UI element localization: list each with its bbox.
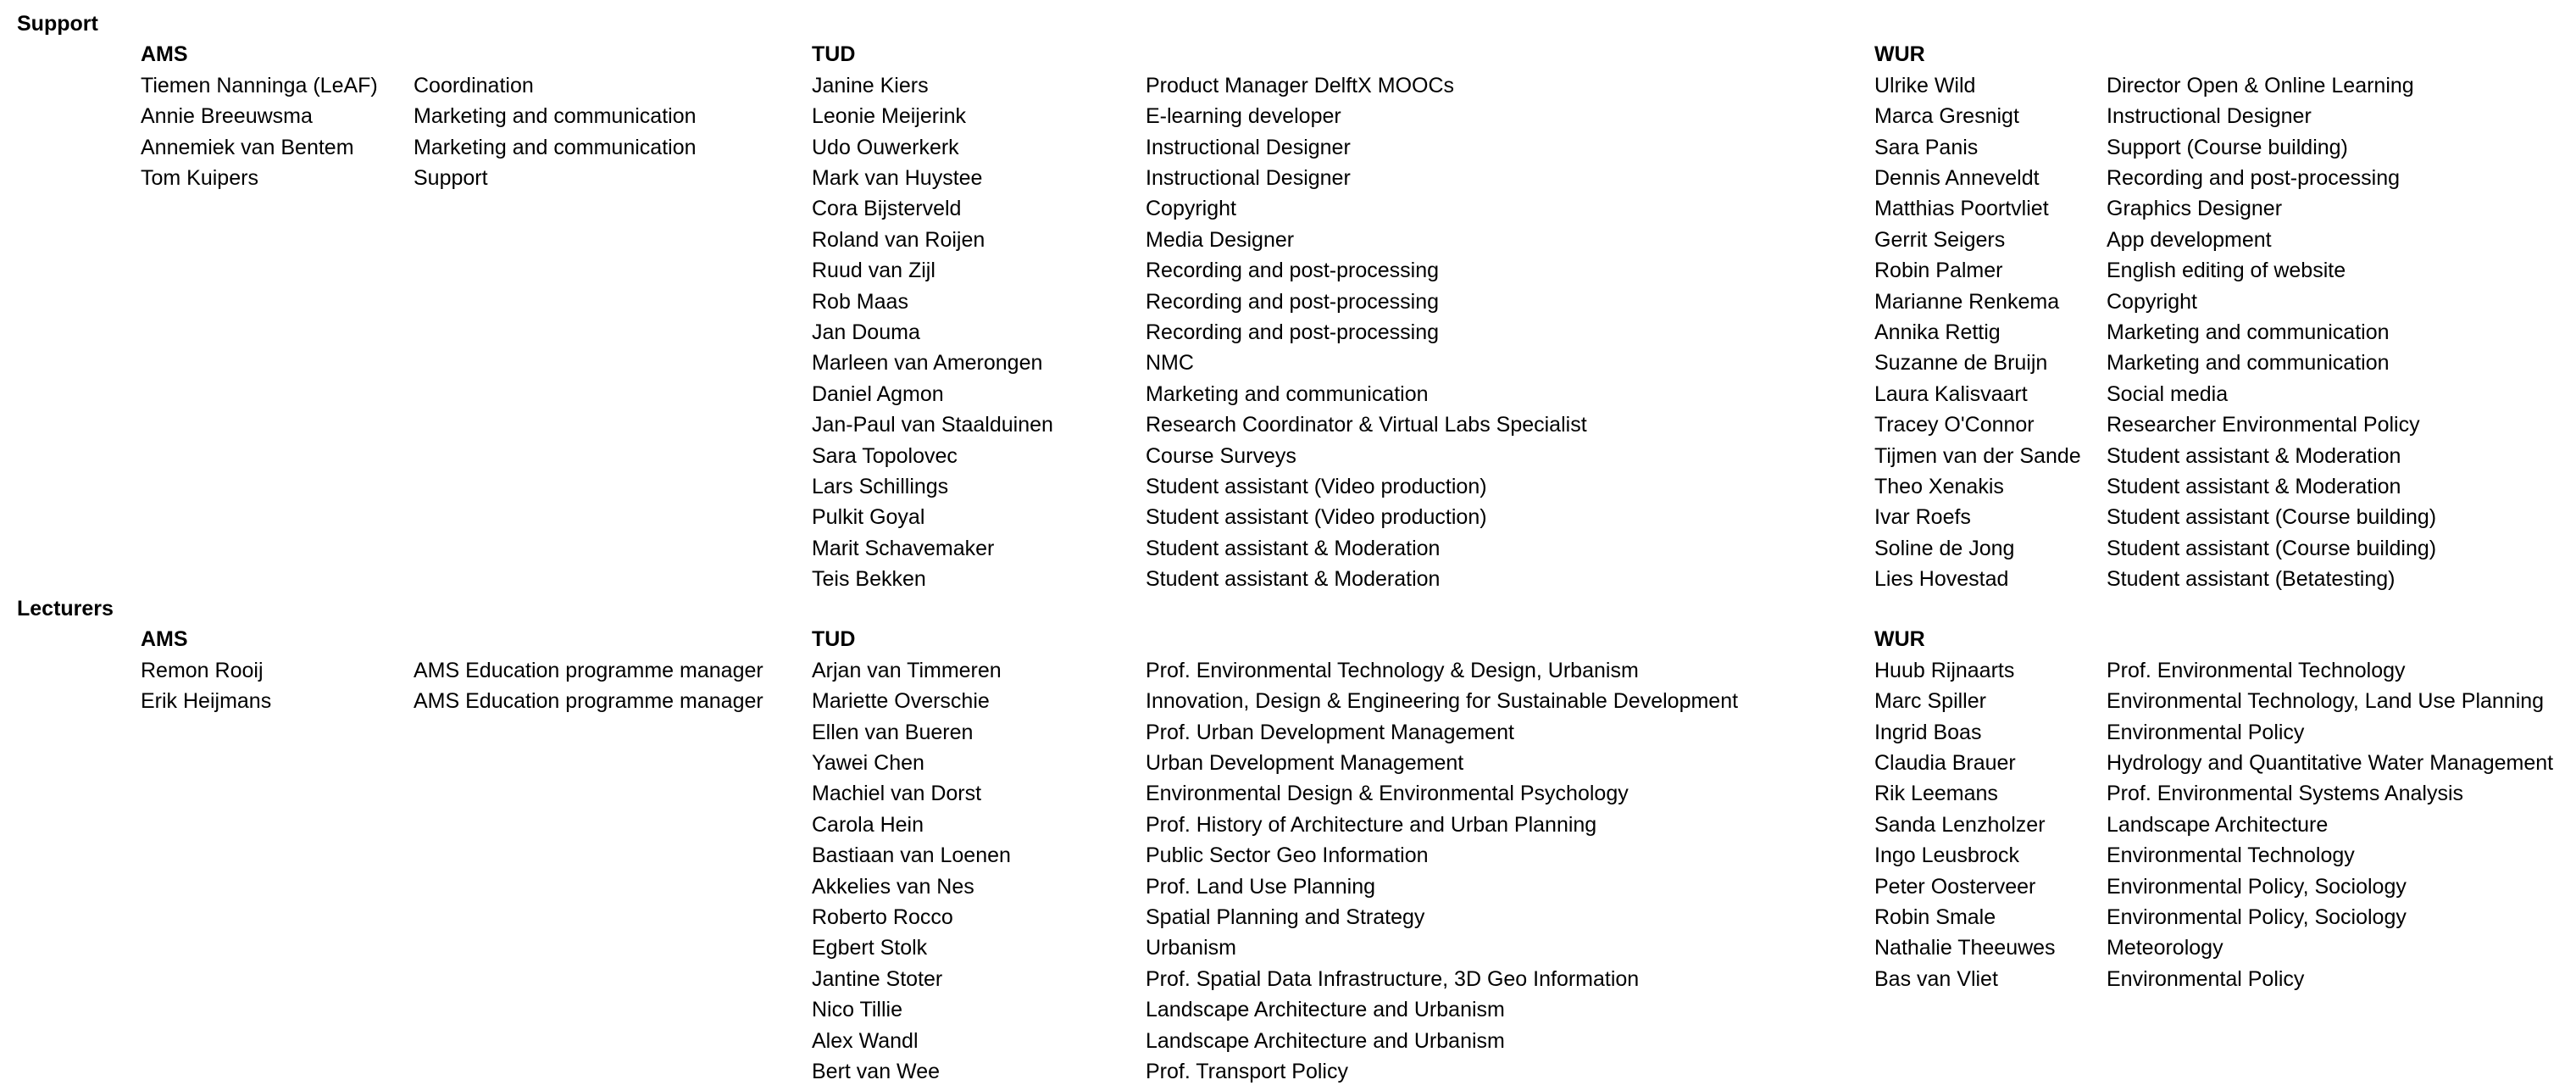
person-name: Cora Bijsterveld	[812, 197, 962, 221]
person-role: Environmental Technology, Land Use Planning	[2107, 689, 2545, 714]
person-role: Support	[414, 166, 488, 190]
person-role: Graphics Designer	[2107, 197, 2283, 221]
person-role: Student assistant (Course building)	[2107, 505, 2437, 530]
person-name: Lies Hovestad	[1874, 567, 2009, 592]
person-name: Leonie Meijerink	[812, 104, 967, 129]
person-role: Copyright	[1146, 197, 1236, 221]
person-role: Product Manager DelftX MOOCs	[1146, 73, 1455, 97]
person-name: Ingrid Boas	[1874, 720, 1982, 744]
person-name: Annie Breeuwsma	[141, 104, 313, 129]
person-role: Instructional Designer	[1146, 166, 1351, 190]
person-name: Akkelies van Nes	[812, 874, 974, 899]
person-name: Sara Topolovec	[812, 443, 958, 468]
person-role: Student assistant (Video production)	[1146, 475, 1487, 498]
person-role: Research Coordinator & Virtual Labs Specialist	[1146, 413, 1587, 437]
org-heading: AMS	[141, 42, 188, 67]
person-role: Prof. Environmental Systems Analysis	[2107, 782, 2463, 806]
person-role: Support (Course building)	[2107, 135, 2348, 159]
person-name: Ulrike Wild	[1874, 73, 1976, 97]
person-name: Udo Ouwerkerk	[812, 135, 959, 159]
person-role: Instructional Designer	[2107, 104, 2312, 129]
person-name: Lars Schillings	[812, 475, 949, 498]
person-role: Coordination	[414, 73, 534, 97]
person-name: Bert van Wee	[812, 1060, 941, 1083]
person-role: Spatial Planning and Strategy	[1146, 905, 1425, 929]
person-name: Claudia Brauer	[1874, 751, 2016, 775]
person-name: Tracey O'Connor	[1874, 413, 2035, 437]
person-name: Janine Kiers	[812, 73, 929, 97]
person-role: Recording and post-processing	[1146, 320, 1440, 344]
person-role: Social media	[2107, 381, 2229, 406]
person-role: Environmental Policy, Sociology	[2107, 905, 2407, 929]
org-heading: WUR	[1874, 42, 1925, 67]
person-name: Mariette Overschie	[812, 689, 990, 714]
person-name: Rob Maas	[812, 289, 908, 314]
person-role: Prof. Environmental Technology & Design, Urbanism	[1146, 658, 1639, 682]
person-role: Course Surveys	[1146, 443, 1296, 468]
person-role: Landscape Architecture and Urbanism	[1146, 1028, 1505, 1053]
person-role: Recording and post-processing	[2107, 166, 2401, 190]
person-role: Urbanism	[1146, 936, 1236, 960]
person-name: Mark van Huystee	[812, 166, 983, 190]
person-name: Matthias Poortvliet	[1874, 197, 2049, 221]
person-name: Jan-Paul van Staalduinen	[812, 413, 1053, 437]
person-role: Innovation, Design & Engineering for Sustainable Development	[1146, 689, 1739, 714]
person-name: Marc Spiller	[1874, 689, 1986, 714]
person-name: Remon Rooij	[141, 658, 264, 682]
person-role: AMS Education programme manager	[414, 689, 763, 714]
person-name: Robin Smale	[1874, 905, 1996, 929]
person-name: Roland van Roijen	[812, 227, 985, 252]
person-name: Arjan van Timmeren	[812, 658, 1002, 682]
person-name: Theo Xenakis	[1874, 475, 2004, 498]
person-role: Hydrology and Quantitative Water Management	[2107, 751, 2554, 775]
person-role: Prof. Transport Policy	[1146, 1060, 1348, 1083]
person-name: Nico Tillie	[812, 998, 902, 1022]
person-name: Robin Palmer	[1874, 259, 2003, 283]
person-name: Yawei Chen	[812, 751, 924, 775]
person-role: Student assistant (Video production)	[1146, 505, 1487, 530]
person-name: Jantine Stoter	[812, 966, 943, 991]
person-name: Bastiaan van Loenen	[812, 843, 1011, 868]
section-title: Lecturers	[17, 597, 114, 621]
person-name: Erik Heijmans	[141, 689, 272, 714]
person-name: Roberto Rocco	[812, 905, 953, 929]
person-name: Tiemen Nanninga (LeAF)	[141, 73, 378, 97]
person-name: Carola Hein	[812, 812, 924, 837]
person-role: Media Designer	[1146, 227, 1295, 252]
person-role: Student assistant & Moderation	[1146, 567, 1441, 592]
person-name: Annika Rettig	[1874, 320, 2001, 344]
person-role: E-learning developer	[1146, 104, 1341, 129]
person-name: Daniel Agmon	[812, 381, 944, 406]
person-name: Sara Panis	[1874, 135, 1979, 159]
person-name: Tijmen van der Sande	[1874, 443, 2081, 468]
org-heading: AMS	[141, 627, 188, 652]
person-name: Tom Kuipers	[141, 166, 258, 190]
person-name: Bas van Vliet	[1874, 966, 1998, 991]
org-heading: TUD	[812, 627, 856, 652]
person-role: Student assistant & Moderation	[1146, 536, 1441, 560]
person-role: Marketing and communication	[414, 135, 697, 159]
person-name: Ellen van Bueren	[812, 720, 974, 744]
person-role: Director Open & Online Learning	[2107, 73, 2414, 97]
person-role: English editing of website	[2107, 259, 2346, 283]
org-heading: WUR	[1874, 627, 1925, 652]
person-role: AMS Education programme manager	[414, 658, 763, 682]
person-role: Landscape Architecture	[2107, 812, 2329, 837]
person-name: Jan Douma	[812, 320, 920, 344]
person-role: Environmental Policy	[2107, 720, 2305, 744]
person-role: Meteorology	[2107, 936, 2223, 960]
person-role: Prof. Environmental Technology	[2107, 658, 2406, 682]
person-role: Student assistant (Betatesting)	[2107, 567, 2396, 592]
section-title: Support	[17, 12, 98, 36]
person-role: Copyright	[2107, 289, 2197, 314]
person-role: Student assistant (Course building)	[2107, 536, 2437, 560]
person-role: Environmental Policy	[2107, 966, 2305, 991]
person-name: Annemiek van Bentem	[141, 135, 354, 159]
person-role: Environmental Technology	[2107, 843, 2355, 868]
person-name: Marca Gresnigt	[1874, 104, 2019, 129]
person-role: Recording and post-processing	[1146, 289, 1440, 314]
person-role: Marketing and communication	[2107, 320, 2390, 344]
person-role: Prof. Land Use Planning	[1146, 874, 1376, 899]
person-name: Marleen van Amerongen	[812, 351, 1043, 376]
person-name: Suzanne de Bruijn	[1874, 351, 2048, 376]
person-name: Egbert Stolk	[812, 936, 928, 960]
person-role: Student assistant & Moderation	[2107, 475, 2401, 498]
person-role: Prof. Spatial Data Infrastructure, 3D Geo Information	[1146, 966, 1640, 991]
person-name: Gerrit Seigers	[1874, 227, 2006, 252]
person-role: Marketing and communication	[414, 104, 697, 129]
person-role: Environmental Policy, Sociology	[2107, 874, 2407, 899]
person-name: Marianne Renkema	[1874, 289, 2060, 314]
person-name: Teis Bekken	[812, 567, 926, 592]
person-name: Marit Schavemaker	[812, 536, 995, 560]
person-role: App development	[2107, 227, 2272, 252]
person-name: Peter Oosterveer	[1874, 874, 2036, 899]
person-name: Pulkit Goyal	[812, 505, 925, 530]
person-role: Environmental Design & Environmental Psychology	[1146, 782, 1629, 806]
person-role: NMC	[1146, 351, 1194, 376]
person-role: Student assistant & Moderation	[2107, 443, 2401, 468]
person-role: Urban Development Management	[1146, 751, 1464, 775]
person-name: Dennis Anneveldt	[1874, 166, 2040, 190]
person-name: Ruud van Zijl	[812, 259, 935, 283]
person-name: Ingo Leusbrock	[1874, 843, 2019, 868]
person-name: Ivar Roefs	[1874, 505, 1971, 530]
person-role: Marketing and communication	[1146, 381, 1429, 406]
person-role: Public Sector Geo Information	[1146, 843, 1429, 868]
person-role: Recording and post-processing	[1146, 259, 1440, 283]
person-role: Prof. Urban Development Management	[1146, 720, 1514, 744]
person-name: Sanda Lenzholzer	[1874, 812, 2046, 837]
org-heading: TUD	[812, 42, 856, 67]
person-name: Nathalie Theeuwes	[1874, 936, 2056, 960]
person-name: Alex Wandl	[812, 1028, 919, 1053]
person-role: Marketing and communication	[2107, 351, 2390, 376]
person-name: Laura Kalisvaart	[1874, 381, 2028, 406]
person-role: Instructional Designer	[1146, 135, 1351, 159]
person-role: Landscape Architecture and Urbanism	[1146, 998, 1505, 1022]
person-name: Soline de Jong	[1874, 536, 2015, 560]
person-role: Researcher Environmental Policy	[2107, 413, 2420, 437]
person-name: Machiel van Dorst	[812, 782, 982, 806]
person-role: Prof. History of Architecture and Urban Planning	[1146, 812, 1597, 837]
person-name: Huub Rijnaarts	[1874, 658, 2015, 682]
person-name: Rik Leemans	[1874, 782, 1998, 806]
